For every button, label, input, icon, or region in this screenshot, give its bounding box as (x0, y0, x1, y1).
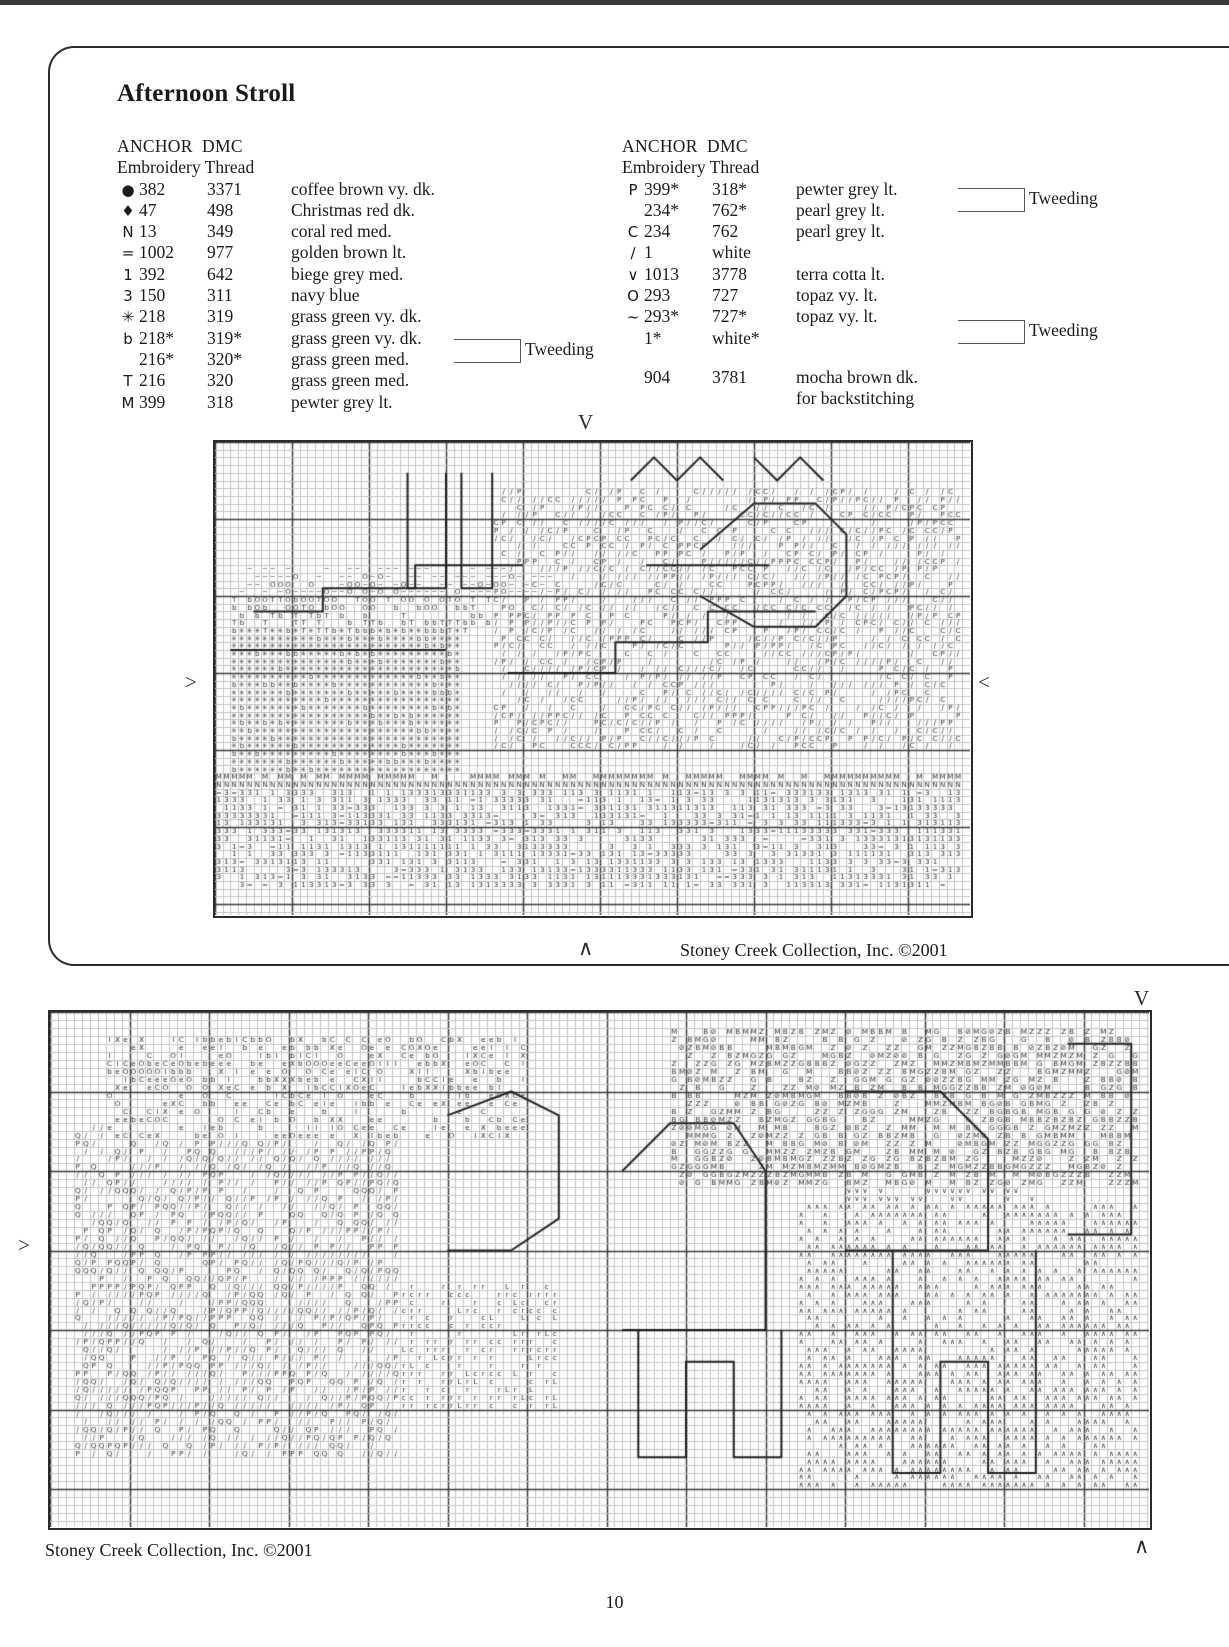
legend-symbol-icon: ∕ (630, 244, 636, 263)
tweeding-label: Tweeding (1029, 320, 1098, 341)
legend-dmc-code: 320* (207, 348, 242, 369)
center-marker-right: < (978, 670, 990, 694)
legend-row (117, 221, 435, 242)
legend-color-name: pearl grey lt. (796, 199, 885, 220)
legend-dmc-code: 762* (712, 199, 747, 220)
legend-dmc-code: 3778 (712, 263, 747, 284)
page-number: 10 (605, 1592, 624, 1612)
legend-row (622, 200, 918, 221)
legend-header-anchor-dmc: ANCHOR DMC (117, 136, 243, 156)
legend-dmc-code: 727 (712, 285, 739, 306)
legend-dmc-code: 319 (207, 306, 234, 327)
legend-color-name: coffee brown vy. dk. (291, 178, 435, 199)
page-title: Afternoon Stroll (117, 80, 296, 107)
legend-anchor-code: 399 (139, 391, 166, 412)
legend-color-name: pewter grey lt. (291, 391, 393, 412)
legend-gap (622, 349, 918, 367)
legend-dmc-code: 642 (207, 263, 234, 284)
tweeding-bracket-left (454, 339, 594, 363)
legend-row (622, 306, 918, 327)
center-marker-top: V (578, 410, 594, 434)
legend-anchor-code: 216* (139, 348, 174, 369)
legend-symbol-icon: ✳ (121, 308, 135, 327)
legend-row (622, 221, 918, 242)
legend-dmc-code: 349 (207, 221, 234, 242)
legend-symbol-icon: ~ (626, 308, 640, 327)
legend-header-embroidery-thread: Embroidery Thread (117, 157, 255, 178)
legend-anchor-code: 216 (139, 370, 166, 391)
center-marker-left: > (185, 670, 197, 694)
tweeding-bracket-icon (958, 320, 1025, 344)
legend-anchor-code: 382 (139, 178, 166, 199)
legend-row (117, 328, 435, 349)
legend-symbol-icon: O (627, 287, 639, 306)
legend-color-name: mocha brown dk. (796, 366, 918, 387)
legend-symbol-icon: b (123, 329, 133, 348)
legend-dmc-code: white* (712, 327, 760, 348)
legend-row (117, 285, 435, 306)
legend-color-name: coral red med. (291, 221, 392, 242)
legend-anchor-code: 1* (644, 327, 662, 348)
legend-anchor-code: 293* (644, 306, 679, 327)
legend-color-name: pewter grey lt. (796, 178, 898, 199)
legend-symbol-icon: ∨ (627, 265, 639, 284)
legend-symbol-icon: 1 (123, 265, 133, 284)
legend-color-name: grass green med. (291, 370, 410, 391)
legend-symbol-icon: N (122, 223, 134, 242)
tweeding-bracket-right-1 (958, 188, 1098, 212)
tweeding-label: Tweeding (1029, 188, 1098, 209)
legend-anchor-code: 1 (644, 242, 653, 263)
center-marker-top-lower: V (1134, 986, 1150, 1010)
legend-color-name: pearl grey lt. (796, 221, 885, 242)
legend-dmc-code: 977 (207, 242, 234, 263)
cross-stitch-chart-upper[interactable] (213, 440, 973, 918)
legend-symbol-icon: ● (121, 180, 135, 199)
tweeding-bracket-icon (958, 188, 1025, 212)
legend-dmc-code: 3371 (207, 178, 242, 199)
legend-anchor-code: 150 (139, 285, 166, 306)
legend-anchor-code: 293 (644, 285, 671, 306)
legend-row-backstitch-note (622, 388, 918, 409)
legend-row (117, 242, 435, 263)
legend-header-anchor-dmc: ANCHOR DMC (622, 136, 748, 156)
legend-anchor-code: 234 (644, 221, 671, 242)
legend-dmc-code: 727* (712, 306, 747, 327)
legend-color-name: grass green med. (291, 348, 410, 369)
legend-row (117, 370, 435, 391)
legend-symbol-icon: C (627, 223, 639, 242)
legend-dmc-code: 319* (207, 327, 242, 348)
legend-anchor-code: 234* (644, 199, 679, 220)
legend-symbol-icon: ♦ (121, 201, 135, 220)
legend-symbol-icon: T (123, 372, 133, 391)
legend-row (622, 264, 918, 285)
legend-backstitch-note: for backstitching (796, 388, 915, 409)
credit-upper: Stoney Creek Collection, Inc. ©2001 (680, 940, 948, 960)
legend-color-name: grass green vy. dk. (291, 327, 422, 348)
legend-anchor-code: 399* (644, 178, 679, 199)
legend-anchor-code: 904 (644, 366, 671, 387)
legend-color-name: grass green vy. dk. (291, 306, 422, 327)
credit-lower: Stoney Creek Collection, Inc. ©2001 (45, 1540, 313, 1560)
legend-color-name: biege grey med. (291, 263, 404, 284)
legend-symbol-icon: P (628, 180, 638, 199)
legend-symbol-icon: M (121, 393, 135, 412)
legend-dmc-code: 320 (207, 370, 234, 391)
tweeding-bracket-right-2 (958, 320, 1098, 344)
center-marker-bottom: ∧ (578, 936, 594, 960)
tweeding-bracket-icon (454, 339, 521, 363)
legend-row (117, 392, 435, 413)
legend-dmc-code: 318* (712, 178, 747, 199)
legend-dmc-code: 311 (207, 285, 233, 306)
legend-row (117, 179, 435, 200)
legend-anchor-code: 1013 (644, 263, 679, 284)
legend-anchor-code: 218 (139, 306, 166, 327)
legend-row (117, 200, 435, 221)
legend-header-embroidery-thread: Embroidery Thread (622, 157, 760, 178)
legend-anchor-code: 392 (139, 263, 166, 284)
legend-row (622, 285, 918, 306)
legend-color-name: topaz vy. lt. (796, 285, 878, 306)
chart-symbols-upper (215, 442, 970, 915)
cross-stitch-chart-lower[interactable] (48, 1010, 1152, 1530)
legend-row (622, 179, 918, 200)
legend-row (117, 264, 435, 285)
legend-color-name: navy blue (291, 285, 360, 306)
legend-anchor-code: 218* (139, 327, 174, 348)
legend-color-name: Christmas red dk. (291, 199, 415, 220)
tweeding-label: Tweeding (525, 339, 594, 360)
legend-color-name: terra cotta lt. (796, 263, 885, 284)
center-marker-left-lower: > (18, 1233, 30, 1257)
page-top-rule (0, 0, 1229, 5)
legend-dmc-code: 498 (207, 199, 234, 220)
legend-anchor-code: 47 (139, 199, 157, 220)
legend-symbol-icon: = (121, 244, 135, 263)
legend-right-column (622, 136, 918, 410)
legend-row-backstitch (622, 367, 918, 388)
legend-row (117, 349, 435, 370)
legend-color-name: golden brown lt. (291, 242, 407, 263)
legend-dmc-code: 3781 (712, 366, 747, 387)
legend-row (117, 306, 435, 327)
legend-anchor-code: 13 (139, 221, 157, 242)
legend-symbol-icon: 3 (123, 287, 133, 306)
legend-dmc-code: 318 (207, 391, 234, 412)
legend-row (622, 242, 918, 263)
legend-left-column (117, 136, 435, 413)
legend-row (622, 328, 918, 349)
legend-dmc-code: 762 (712, 221, 739, 242)
legend-dmc-code: white (712, 242, 751, 263)
legend-color-name: topaz vy. lt. (796, 306, 878, 327)
chart-symbols-lower (50, 1012, 1149, 1527)
center-marker-bottom-lower: ∧ (1134, 1534, 1150, 1558)
legend-anchor-code: 1002 (139, 242, 174, 263)
